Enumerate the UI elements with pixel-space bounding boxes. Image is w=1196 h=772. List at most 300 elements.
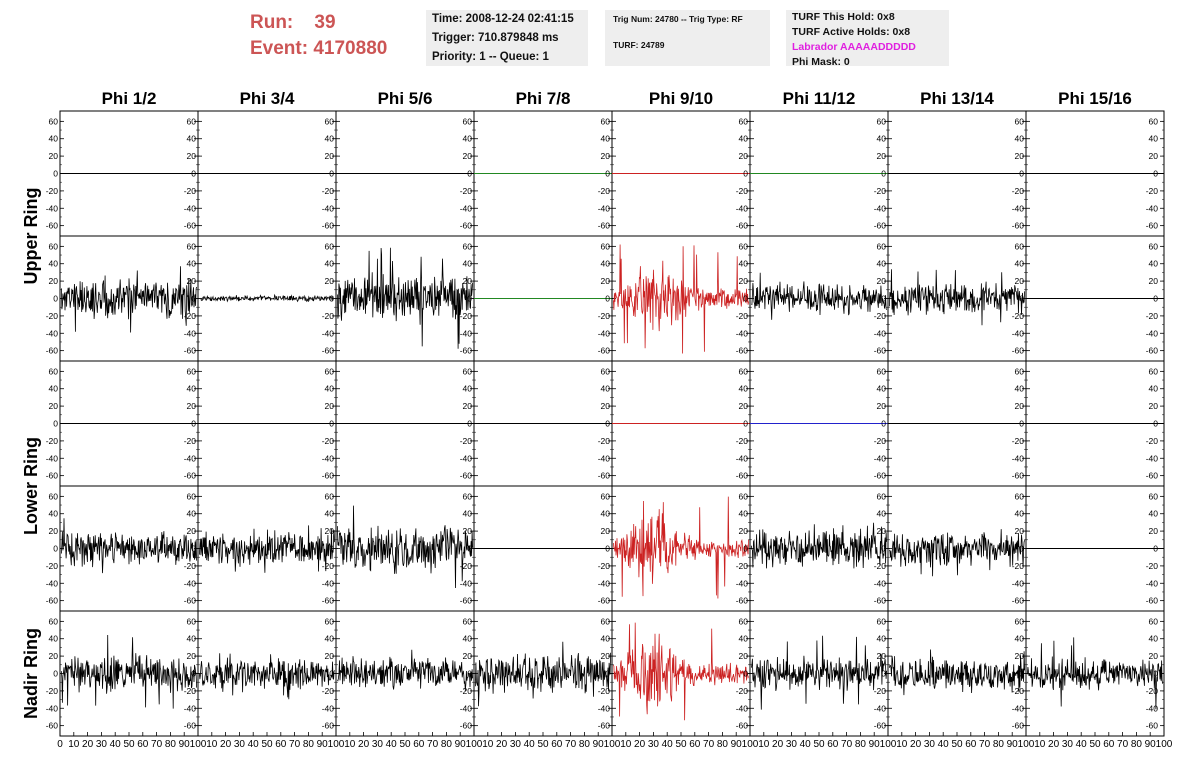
x-tick-label: 100 [189, 739, 207, 750]
y-tick-label: 0 [605, 418, 610, 429]
phi-header: Phi 9/10 [648, 89, 714, 108]
y-tick-label: -60 [45, 595, 58, 606]
y-tick-label: 40 [48, 133, 58, 144]
y-tick-label: 40 [324, 383, 334, 394]
x-tick-label: 100 [465, 739, 483, 750]
y-tick-label: 0 [605, 668, 610, 679]
y-tick-label: 60 [876, 616, 886, 627]
y-tick-label: 40 [462, 383, 472, 394]
phi-header: Phi 7/8 [515, 89, 571, 108]
y-tick-label-right: -20 [1145, 435, 1158, 446]
phi-header: Phi 1/2 [101, 89, 157, 108]
waveform-trace [889, 269, 1024, 325]
x-tick-label: 40 [661, 739, 673, 750]
y-tick-label: -20 [873, 310, 886, 321]
y-tick-label-right: -40 [1145, 203, 1158, 214]
y-tick-label: -20 [735, 185, 748, 196]
x-tick-label: 50 [537, 739, 549, 750]
y-tick-label: -20 [873, 185, 886, 196]
y-tick-label: -20 [321, 685, 334, 696]
y-tick-label: 20 [738, 651, 748, 662]
y-tick-label: -60 [597, 345, 610, 356]
y-tick-label: 20 [186, 151, 196, 162]
labrador-text: Labrador AAAAADDDDD [792, 41, 916, 53]
x-tick-label: 0 [57, 739, 63, 750]
y-tick-label: -20 [873, 435, 886, 446]
y-tick-label: 60 [738, 241, 748, 252]
y-tick-label: -60 [735, 220, 748, 231]
y-tick-label: -60 [459, 720, 472, 731]
y-tick-label: 40 [876, 508, 886, 519]
y-tick-label: 60 [600, 616, 610, 627]
y-tick-label: -20 [45, 435, 58, 446]
waveform-trace [337, 248, 472, 349]
waveform-trace [889, 529, 1024, 576]
y-tick-label: 0 [329, 668, 334, 679]
x-tick-label: 60 [551, 739, 563, 750]
y-tick-label: 20 [324, 151, 334, 162]
waveform-panel [736, 361, 888, 486]
y-tick-label: 0 [881, 668, 886, 679]
waveform-panel [184, 236, 336, 361]
y-tick-label: -40 [1011, 703, 1024, 714]
x-tick-label: 90 [730, 739, 742, 750]
y-tick-label: 0 [1019, 168, 1024, 179]
x-tick-label: 10 [620, 739, 632, 750]
waveform-panel [460, 111, 612, 236]
y-tick-label: 40 [1014, 258, 1024, 269]
waveform-panel [874, 111, 1026, 236]
y-tick-label: -40 [321, 703, 334, 714]
x-tick-label: 100 [1155, 739, 1173, 750]
waveform-panel [598, 236, 750, 361]
y-tick-label: -40 [45, 203, 58, 214]
x-tick-label: 80 [302, 739, 314, 750]
waveform-trace [751, 523, 886, 569]
waveform-trace [1027, 637, 1162, 709]
y-tick-label: -60 [1011, 220, 1024, 231]
ring-label: Nadir Ring [21, 627, 41, 720]
x-tick-label: 60 [827, 739, 839, 750]
y-tick-label: 60 [1014, 491, 1024, 502]
y-tick-label: 0 [1019, 293, 1024, 304]
waveform-panel [460, 361, 612, 486]
x-tick-label: 90 [316, 739, 328, 750]
y-tick-label: -20 [45, 685, 58, 696]
y-tick-label: -60 [459, 220, 472, 231]
y-tick-label: 0 [881, 543, 886, 554]
y-tick-label-right: 60 [1148, 116, 1158, 127]
y-tick-label-right: 0 [1153, 543, 1158, 554]
x-tick-label: 30 [371, 739, 383, 750]
y-tick-label: 0 [743, 668, 748, 679]
x-tick-label: 10 [68, 739, 80, 750]
x-tick-label: 60 [275, 739, 287, 750]
waveform-panel [322, 361, 474, 486]
waveform-panel [874, 361, 1026, 486]
y-tick-label: -20 [183, 310, 196, 321]
phi-header: Phi 5/6 [377, 89, 433, 108]
y-tick-label: -60 [321, 220, 334, 231]
y-tick-label: -40 [183, 453, 196, 464]
x-tick-label: 50 [1089, 739, 1101, 750]
y-tick-label: -60 [735, 345, 748, 356]
x-tick-label: 50 [813, 739, 825, 750]
y-tick-label: -20 [459, 685, 472, 696]
y-tick-label: 40 [1014, 133, 1024, 144]
run-label: Run: [250, 12, 294, 33]
waveform-panel [322, 486, 474, 611]
y-tick-label: 0 [743, 168, 748, 179]
y-tick-label: 20 [600, 151, 610, 162]
y-tick-label: 40 [324, 508, 334, 519]
y-tick-label: -40 [597, 203, 610, 214]
y-tick-label: 60 [48, 241, 58, 252]
y-tick-label: -40 [183, 203, 196, 214]
ring-label: Upper Ring [21, 187, 41, 285]
waveform-panel [598, 486, 750, 611]
y-tick-label-right: 40 [1148, 633, 1158, 644]
y-tick-label: 40 [186, 508, 196, 519]
x-tick-label: 40 [523, 739, 535, 750]
y-tick-label: 60 [1014, 116, 1024, 127]
y-tick-label: -20 [183, 185, 196, 196]
y-tick-label: 20 [738, 151, 748, 162]
x-tick-label: 50 [951, 739, 963, 750]
waveform-trace [751, 273, 886, 320]
y-tick-label: -20 [873, 560, 886, 571]
y-tick-label: 20 [462, 526, 472, 537]
x-tick-label: 70 [565, 739, 577, 750]
waveform-trace [61, 266, 196, 332]
y-tick-label: 40 [600, 258, 610, 269]
waveform-trace [613, 245, 748, 354]
y-tick-label: 0 [467, 543, 472, 554]
x-tick-label: 80 [578, 739, 590, 750]
x-tick-label: 70 [427, 739, 439, 750]
y-tick-label: 60 [1014, 366, 1024, 377]
x-tick-label: 60 [965, 739, 977, 750]
waveform-panel [184, 486, 336, 611]
y-tick-label-right: 0 [1153, 168, 1158, 179]
waveform-panel [322, 611, 474, 736]
waveform-trace [337, 506, 472, 588]
x-tick-label: 40 [799, 739, 811, 750]
y-tick-label: -60 [183, 720, 196, 731]
waveform-panel [736, 236, 888, 361]
waveform-panel [1012, 486, 1164, 611]
y-tick-label-right: -40 [1145, 453, 1158, 464]
y-tick-label: 40 [1014, 508, 1024, 519]
y-tick-label-right: 20 [1148, 276, 1158, 287]
x-tick-label: 20 [220, 739, 232, 750]
y-tick-label: 60 [1014, 616, 1024, 627]
y-tick-label: 60 [186, 241, 196, 252]
y-tick-label: 20 [876, 526, 886, 537]
waveform-trace [613, 497, 748, 599]
y-tick-label: 40 [876, 258, 886, 269]
x-tick-label: 100 [327, 739, 345, 750]
waveform-panel [598, 611, 750, 736]
y-tick-label: -40 [1011, 578, 1024, 589]
x-tick-label: 100 [603, 739, 621, 750]
y-tick-label: -20 [45, 560, 58, 571]
x-tick-label: 40 [109, 739, 121, 750]
y-tick-label: 20 [876, 151, 886, 162]
x-tick-label: 10 [482, 739, 494, 750]
y-tick-label: 40 [462, 633, 472, 644]
phi-header: Phi 11/12 [782, 89, 856, 108]
x-tick-label: 70 [289, 739, 301, 750]
y-tick-label-right: -20 [1145, 560, 1158, 571]
y-tick-label: 0 [881, 418, 886, 429]
y-tick-label: -20 [183, 435, 196, 446]
y-tick-label: -20 [45, 185, 58, 196]
y-tick-label: 20 [462, 276, 472, 287]
y-tick-label: 40 [738, 383, 748, 394]
y-tick-label: -60 [1011, 595, 1024, 606]
y-tick-label: 20 [600, 276, 610, 287]
y-tick-label: 0 [605, 543, 610, 554]
y-tick-label: 40 [186, 633, 196, 644]
waveform-panel [322, 236, 474, 361]
y-tick-label-right: 0 [1153, 418, 1158, 429]
y-tick-label: -60 [1011, 470, 1024, 481]
x-tick-label: 20 [634, 739, 646, 750]
y-tick-label: -20 [1011, 685, 1024, 696]
x-tick-label: 70 [703, 739, 715, 750]
y-tick-label: 40 [324, 133, 334, 144]
y-tick-label: 60 [324, 241, 334, 252]
x-tick-label: 60 [689, 739, 701, 750]
y-tick-label: 0 [191, 168, 196, 179]
y-tick-label: 60 [738, 616, 748, 627]
waveform-panel [460, 486, 612, 611]
x-tick-label: 90 [178, 739, 190, 750]
x-tick-label: 30 [509, 739, 521, 750]
x-tick-label: 40 [247, 739, 259, 750]
y-tick-label-right: -40 [1145, 703, 1158, 714]
y-tick-label: -40 [183, 578, 196, 589]
y-tick-label: -20 [321, 435, 334, 446]
y-tick-label: -40 [873, 578, 886, 589]
y-tick-label: -60 [321, 345, 334, 356]
y-tick-label: 0 [1019, 418, 1024, 429]
y-tick-label: -40 [183, 328, 196, 339]
y-tick-label: 0 [1019, 543, 1024, 554]
y-tick-label: -40 [459, 328, 472, 339]
y-tick-label: -40 [735, 703, 748, 714]
y-tick-label: 40 [462, 133, 472, 144]
y-tick-label: -60 [459, 345, 472, 356]
y-tick-label: 20 [738, 276, 748, 287]
turf-this-hold: TURF This Hold: 0x8 [792, 11, 895, 23]
y-tick-label: 60 [600, 116, 610, 127]
y-tick-label: -20 [735, 435, 748, 446]
y-tick-label: -60 [873, 595, 886, 606]
waveform-trace [337, 650, 472, 691]
y-tick-label: 60 [324, 116, 334, 127]
y-tick-label: 20 [324, 651, 334, 662]
y-tick-label: 0 [743, 418, 748, 429]
y-tick-label-right: -40 [1145, 328, 1158, 339]
waveform-trace [613, 623, 748, 721]
y-tick-label: -40 [1011, 203, 1024, 214]
y-tick-label: 40 [48, 633, 58, 644]
y-tick-label-right: -60 [1145, 220, 1158, 231]
waveform-panel [1012, 611, 1164, 736]
waveform-trace [475, 642, 610, 707]
y-tick-label: 40 [600, 508, 610, 519]
y-tick-label: 20 [462, 401, 472, 412]
waveform-panel [184, 111, 336, 236]
y-tick-label: 60 [324, 616, 334, 627]
waveform-panel [1012, 361, 1164, 486]
y-tick-label: 0 [191, 293, 196, 304]
y-tick-label: -60 [183, 220, 196, 231]
trigger-text: Trigger: 710.879848 ms [432, 32, 559, 44]
x-tick-label: 10 [206, 739, 218, 750]
y-tick-label: 0 [467, 418, 472, 429]
y-tick-label: 20 [186, 276, 196, 287]
y-tick-label: -20 [597, 310, 610, 321]
y-tick-label: 40 [600, 383, 610, 394]
y-tick-label: -40 [183, 703, 196, 714]
waveform-panel [1012, 111, 1164, 236]
y-tick-label: -40 [459, 703, 472, 714]
y-tick-label-right: -40 [1145, 578, 1158, 589]
waveform-panel [46, 361, 198, 486]
x-tick-label: 90 [868, 739, 880, 750]
y-tick-label: 40 [876, 633, 886, 644]
y-tick-label: -60 [459, 470, 472, 481]
y-tick-label: 0 [1019, 668, 1024, 679]
y-tick-label: 60 [462, 241, 472, 252]
waveform-trace [61, 518, 196, 573]
y-tick-label: -40 [597, 578, 610, 589]
x-tick-label: 70 [979, 739, 991, 750]
y-tick-label: -20 [321, 185, 334, 196]
y-tick-label: 40 [600, 133, 610, 144]
y-tick-label: -60 [597, 595, 610, 606]
y-tick-label: -60 [873, 345, 886, 356]
y-tick-label: -60 [459, 595, 472, 606]
y-tick-label: -40 [459, 578, 472, 589]
y-tick-label: 40 [1014, 633, 1024, 644]
turf-active-holds: TURF Active Holds: 0x8 [792, 26, 911, 38]
y-tick-label: 40 [324, 258, 334, 269]
x-tick-label: 90 [1006, 739, 1018, 750]
y-tick-label: 0 [881, 168, 886, 179]
waveform-panel [1012, 236, 1164, 361]
y-tick-label: -40 [735, 203, 748, 214]
y-tick-label: -40 [597, 453, 610, 464]
phi-header: Phi 13/14 [920, 89, 994, 108]
y-tick-label: -20 [597, 185, 610, 196]
y-tick-label: 0 [53, 543, 58, 554]
y-tick-label: 60 [600, 366, 610, 377]
y-tick-label: 40 [876, 133, 886, 144]
y-tick-label: -40 [321, 328, 334, 339]
x-tick-label: 50 [261, 739, 273, 750]
y-tick-label: 20 [186, 651, 196, 662]
y-tick-label: 20 [876, 651, 886, 662]
y-tick-label: 60 [48, 491, 58, 502]
y-tick-label: 40 [324, 633, 334, 644]
y-tick-label: -60 [45, 345, 58, 356]
x-tick-label: 30 [233, 739, 245, 750]
y-tick-label-right: -60 [1145, 470, 1158, 481]
y-tick-label: -20 [1011, 435, 1024, 446]
y-tick-label: 0 [191, 543, 196, 554]
y-tick-label: -60 [45, 220, 58, 231]
y-tick-label-right: 20 [1148, 526, 1158, 537]
y-tick-label: 60 [462, 366, 472, 377]
y-tick-label: 60 [462, 616, 472, 627]
y-tick-label: -40 [735, 453, 748, 464]
y-tick-label: -20 [597, 685, 610, 696]
y-tick-label-right: 60 [1148, 616, 1158, 627]
x-tick-label: 10 [758, 739, 770, 750]
y-tick-label: -40 [321, 203, 334, 214]
phi-header: Phi 15/16 [1058, 89, 1132, 108]
y-tick-label: 20 [48, 276, 58, 287]
y-tick-label: -20 [183, 560, 196, 571]
waveform-trace [61, 635, 196, 709]
y-tick-label: 60 [1014, 241, 1024, 252]
y-tick-label: 40 [48, 258, 58, 269]
y-tick-label: -60 [597, 720, 610, 731]
y-tick-label: 40 [462, 258, 472, 269]
y-tick-label: 0 [53, 668, 58, 679]
y-tick-label: -20 [597, 435, 610, 446]
y-tick-label: -40 [597, 703, 610, 714]
x-tick-label: 70 [1117, 739, 1129, 750]
y-tick-label-right: -20 [1145, 685, 1158, 696]
x-tick-label: 30 [1061, 739, 1073, 750]
x-tick-label: 30 [785, 739, 797, 750]
y-tick-label: -60 [1011, 345, 1024, 356]
y-tick-label: 40 [186, 258, 196, 269]
y-tick-label: -20 [459, 435, 472, 446]
y-tick-label: -20 [45, 310, 58, 321]
waveform-trace [199, 653, 334, 699]
y-tick-label: -20 [459, 310, 472, 321]
y-tick-label: -60 [45, 720, 58, 731]
y-tick-label-right: -20 [1145, 310, 1158, 321]
y-tick-label: 20 [48, 526, 58, 537]
y-tick-label: 20 [876, 401, 886, 412]
time-text: Time: 2008-12-24 02:41:15 [432, 13, 574, 25]
y-tick-label-right: -60 [1145, 720, 1158, 731]
y-tick-label: -60 [183, 470, 196, 481]
trig-num-text: Trig Num: 24780 -- Trig Type: RF [613, 14, 743, 24]
x-tick-label: 100 [1017, 739, 1035, 750]
y-tick-label: 60 [48, 366, 58, 377]
x-tick-label: 30 [647, 739, 659, 750]
y-tick-label: 0 [329, 293, 334, 304]
y-tick-label: 60 [876, 116, 886, 127]
y-tick-label: -20 [873, 685, 886, 696]
y-tick-label: 40 [738, 133, 748, 144]
y-tick-label: 60 [738, 116, 748, 127]
x-tick-label: 20 [772, 739, 784, 750]
y-tick-label: -40 [45, 578, 58, 589]
y-tick-label: -40 [1011, 328, 1024, 339]
y-tick-label-right: 60 [1148, 241, 1158, 252]
x-tick-label: 20 [82, 739, 94, 750]
waveform-panel [874, 236, 1026, 361]
